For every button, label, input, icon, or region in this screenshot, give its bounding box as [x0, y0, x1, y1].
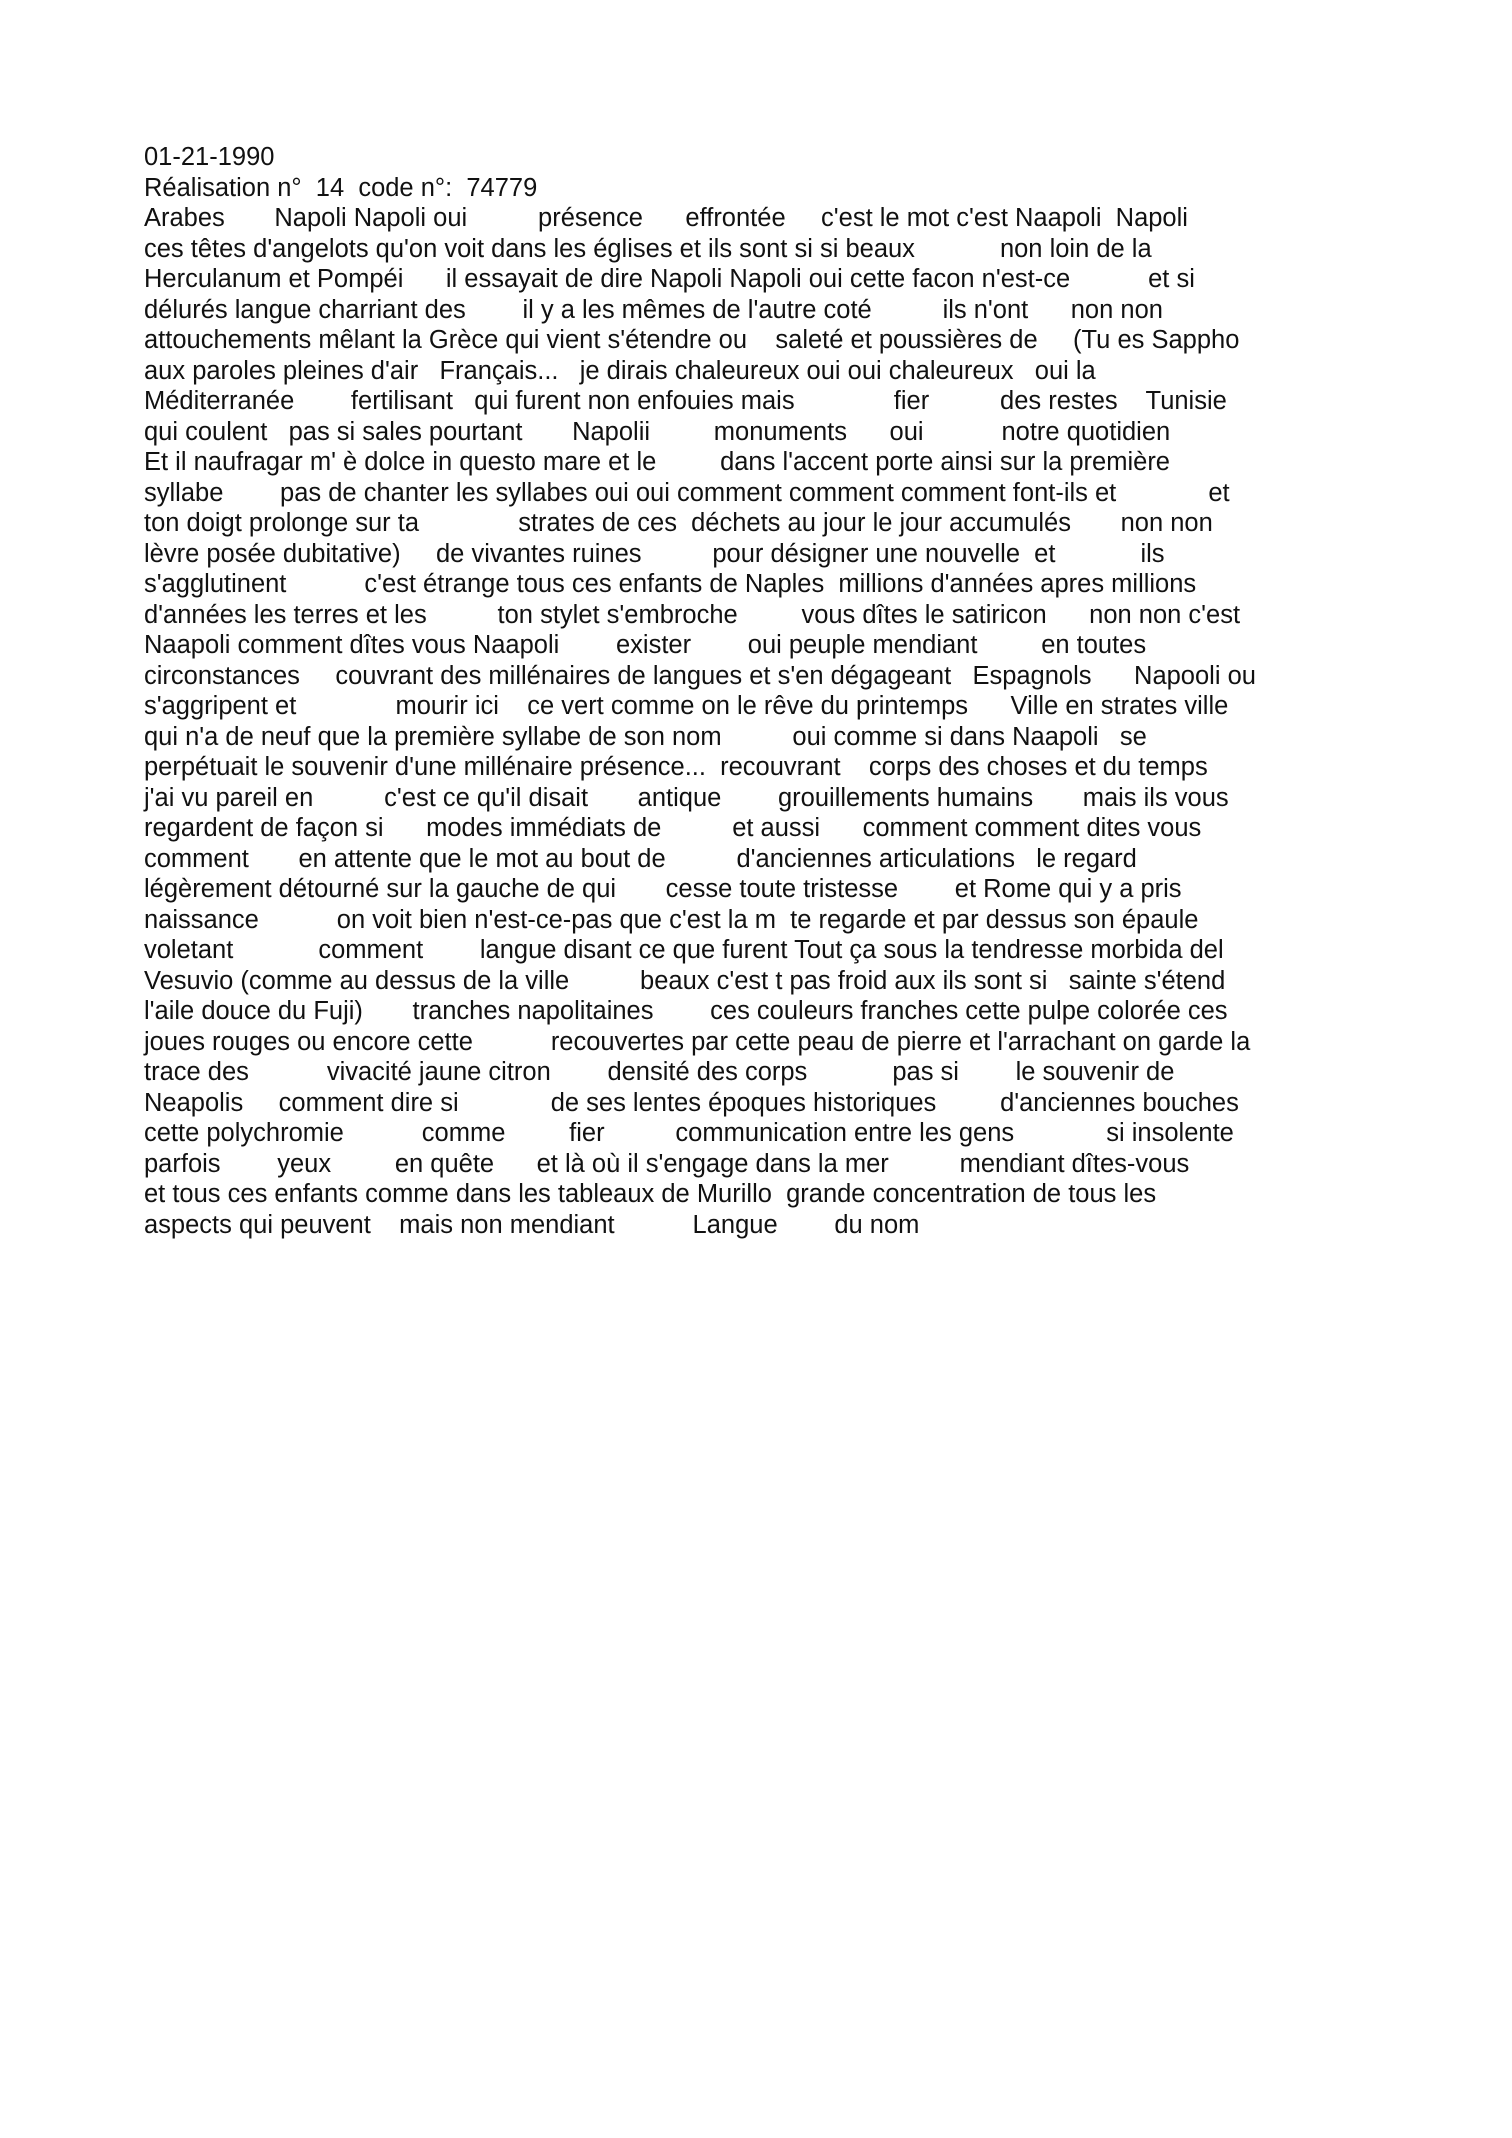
text-line: perpétuait le souvenir d'une millénaire présence... recouvrant corps des choses et du temps	[144, 753, 1208, 781]
text-line: circonstances couvrant des millénaires de langues et s'en dégageant Espagnols Napooli ou	[144, 661, 1256, 690]
text-line: syllabe pas de chanter les syllabes oui oui comment comment comment font-ils et et	[144, 478, 1230, 507]
text-line: ton doigt prolonge sur ta strates de ces déchets au jour le jour accumulés non non	[144, 509, 1213, 537]
text-line: délurés langue charriant des il y a les mêmes de l'autre coté ils n'ont non non	[144, 295, 1163, 324]
text-line: qui coulent pas si sales pourtant Napolii monuments oui notre quotidien	[144, 417, 1171, 446]
text-line: Et il naufragar m' è dolce in questo mare et le dans l'accent porte ainsi sur la première	[144, 448, 1170, 476]
text-line: Vesuvio (comme au dessus de la ville beaux c'est t pas froid aux ils sont si sainte s'étend	[144, 966, 1226, 995]
text-line: s'aggripent et mourir ici ce vert comme on le rêve du printemps Ville en strates ville	[144, 692, 1229, 720]
text-line: naissance on voit bien n'est-ce-pas que c'est la m te regarde et par dessus son épaule	[144, 905, 1199, 934]
text-line: joues rouges ou encore cette recouvertes par cette peau de pierre et l'arrachant on garde la	[144, 1027, 1251, 1056]
text-line: voletant comment langue disant ce que furent Tout ça sous la tendresse morbida del	[144, 936, 1224, 964]
text-line: cette polychromie comme fier communication entre les gens si insolente	[144, 1119, 1234, 1147]
text-line: j'ai vu pareil en c'est ce qu'il disait antique grouillements humains mais ils vous	[144, 783, 1229, 812]
text-line: Herculanum et Pompéi il essayait de dire Napoli Napoli oui cette facon n'est-ce et si	[144, 265, 1195, 293]
text-line: Méditerranée fertilisant qui furent non enfouies mais fier des restes Tunisie	[144, 387, 1227, 415]
text-line: s'agglutinent c'est étrange tous ces enfants de Naples millions d'années apres millions	[144, 570, 1197, 598]
text-line: Naapoli comment dîtes vous Naapoli exister oui peuple mendiant en toutes	[144, 631, 1147, 659]
text-line: et tous ces enfants comme dans les tableaux de Murillo grande concentration de tous les	[144, 1180, 1157, 1208]
text-line: qui n'a de neuf que la première syllabe de son nom oui comme si dans Naapoli se	[144, 722, 1147, 751]
text-line: comment en attente que le mot au bout de d'anciennes articulations le regard	[144, 844, 1137, 873]
text-line: d'années les terres et les ton stylet s'embroche vous dîtes le satiricon non non c'est	[144, 600, 1241, 629]
text-line: regardent de façon si modes immédiats de et aussi comment comment dites vous	[144, 814, 1202, 842]
document-text	[144, 142, 1394, 1240]
text-line: parfois yeux en quête et là où il s'engage dans la mer mendiant dîtes-vous	[144, 1149, 1190, 1178]
text-line: ces têtes d'angelots qu'on voit dans les églises et ils sont si si beaux non loin de la	[144, 234, 1152, 263]
text-line: l'aile douce du Fuji) tranches napolitaines ces couleurs franches cette pulpe colorée ces	[144, 997, 1228, 1025]
text-line: trace des vivacité jaune citron densité des corps pas si le souvenir de	[144, 1058, 1175, 1086]
text-line: Arabes Napoli Napoli oui présence effrontée c'est le mot c'est Naapoli Napoli	[144, 204, 1188, 232]
text-line: lèvre posée dubitative) de vivantes ruines pour désigner une nouvelle et ils	[144, 539, 1165, 568]
text-line: aux paroles pleines d'air Français... je dirais chaleureux oui oui chaleureux oui la	[144, 356, 1096, 385]
text-line: aspects qui peuvent mais non mendiant Langue du nom	[144, 1210, 920, 1239]
text-line: Neapolis comment dire si de ses lentes époques historiques d'anciennes bouches	[144, 1088, 1239, 1117]
document-date: 01-21-1990	[144, 143, 275, 171]
text-line: attouchements mêlant la Grèce qui vient s'étendre ou saleté et poussières de (Tu es Sappho	[144, 326, 1240, 354]
text-line: légèrement détourné sur la gauche de qui cesse toute tristesse et Rome qui y a pris	[144, 875, 1182, 903]
document-header: Réalisation n° 14 code n°: 74779	[144, 173, 538, 202]
